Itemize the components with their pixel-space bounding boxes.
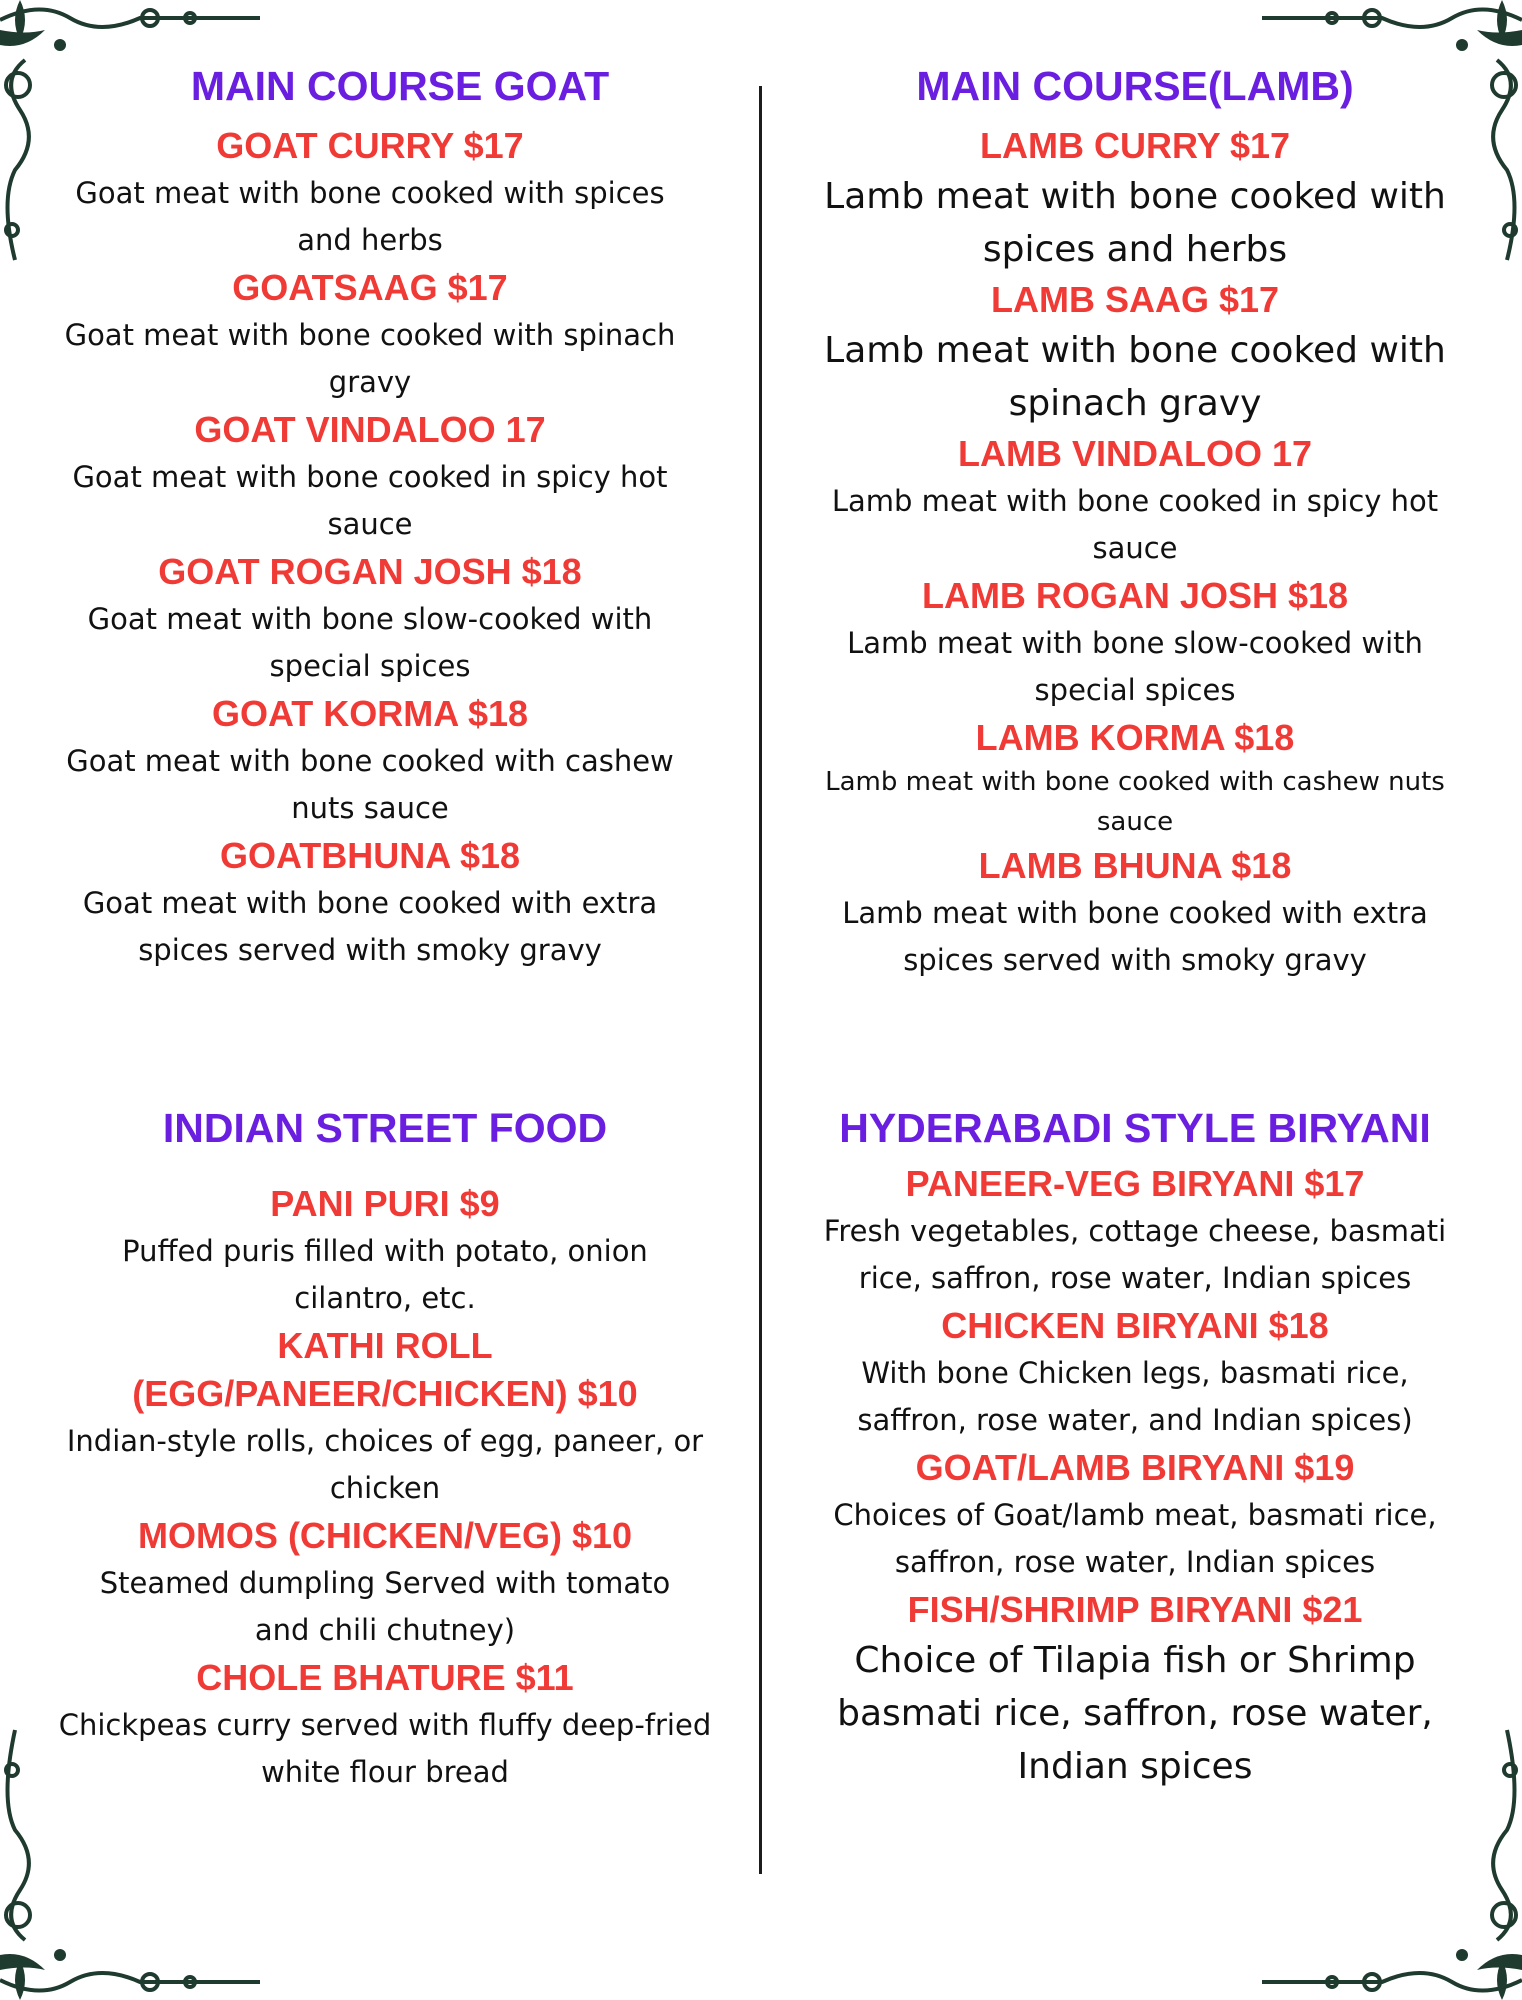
dish-description: Goat meat with bone cooked with extra spices served with smoky gravy xyxy=(82,886,658,967)
dish-name: KATHI ROLL (EGG/PANEER/CHICKEN) $10 xyxy=(132,1325,638,1414)
dish-name: GOAT CURRY $17 xyxy=(216,125,524,166)
dish-description: Fresh vegetables, cottage cheese, basmati rice, saffron, rose water, Indian spices xyxy=(823,1214,1447,1295)
section-indian-street-food xyxy=(50,1104,720,1796)
dish-description: Indian-style rolls, choices of egg, paneer, or chicken xyxy=(66,1424,704,1505)
dish-name: LAMB KORMA $18 xyxy=(975,717,1295,758)
menu-item xyxy=(790,122,1480,276)
menu-item xyxy=(790,1586,1480,1793)
menu-item xyxy=(50,1180,720,1322)
dish-name: GOAT/LAMB BIRYANI $19 xyxy=(915,1447,1355,1488)
dish-name: GOAT ROGAN JOSH $18 xyxy=(158,551,582,592)
dish-name: LAMB BHUNA $18 xyxy=(978,845,1292,886)
dish-description: Lamb meat with bone cooked in spicy hot sauce xyxy=(831,484,1439,565)
dish-name: GOATSAAG $17 xyxy=(232,267,508,308)
menu-item xyxy=(20,832,720,974)
section-main-course-lamb xyxy=(790,62,1480,984)
dish-description: Goat meat with bone cooked with spices and herbs xyxy=(75,176,665,257)
menu-item xyxy=(20,122,720,264)
dish-name: LAMB VINDALOO 17 xyxy=(957,433,1313,474)
dish-description: With bone Chicken legs, basmati rice, saffron, rose water, and Indian spices) xyxy=(857,1356,1413,1437)
section-title: MAIN COURSE(LAMB) xyxy=(916,63,1354,109)
dish-description: Lamb meat with bone cooked with extra spices served with smoky gravy xyxy=(842,896,1428,977)
dish-name: PANEER-VEG BIRYANI $17 xyxy=(905,1163,1365,1204)
section-title: HYDERABADI STYLE BIRYANI xyxy=(839,1105,1431,1151)
menu-item xyxy=(50,1322,720,1512)
dish-name: LAMB CURRY $17 xyxy=(979,125,1291,166)
dish-description: Lamb meat with bone cooked with cashew nuts sauce xyxy=(825,767,1445,837)
dish-name: CHOLE BHATURE $11 xyxy=(196,1657,574,1698)
menu-item xyxy=(790,1302,1480,1444)
menu-item xyxy=(790,276,1480,430)
dish-description: Lamb meat with bone slow-cooked with special spices xyxy=(847,626,1423,707)
dish-description: Steamed dumpling Served with tomato and chili chutney) xyxy=(99,1566,671,1647)
dish-name: GOATBHUNA $18 xyxy=(219,835,521,876)
dish-name: PANI PURI $9 xyxy=(270,1183,500,1224)
dish-description: Goat meat with bone cooked in spicy hot sauce xyxy=(72,460,668,541)
menu-item xyxy=(20,264,720,406)
dish-name: CHICKEN BIRYANI $18 xyxy=(941,1305,1329,1346)
dish-name: FISH/SHRIMP BIRYANI $21 xyxy=(907,1589,1363,1630)
menu-item xyxy=(790,430,1480,572)
menu-item xyxy=(790,714,1480,842)
menu-item xyxy=(790,1160,1480,1302)
menu-item xyxy=(50,1512,720,1654)
dish-description: Choices of Goat/lamb meat, basmati rice, saffron, rose water, Indian spices xyxy=(833,1498,1437,1579)
menu-item xyxy=(50,1654,720,1796)
menu-item xyxy=(20,548,720,690)
menu-item xyxy=(790,1444,1480,1586)
dish-description: Goat meat with bone cooked with cashew nuts sauce xyxy=(66,744,674,825)
section-main-course-goat xyxy=(20,62,720,974)
dish-description: Puffed puris filled with potato, onion cilantro, etc. xyxy=(122,1234,648,1315)
dish-name: MOMOS (CHICKEN/VEG) $10 xyxy=(137,1515,633,1556)
dish-name: GOAT KORMA $18 xyxy=(211,693,529,734)
dish-name: LAMB SAAG $17 xyxy=(990,279,1280,320)
dish-name: LAMB ROGAN JOSH $18 xyxy=(921,575,1349,616)
dish-description: Goat meat with bone cooked with spinach gravy xyxy=(64,318,676,399)
section-title: INDIAN STREET FOOD xyxy=(162,1105,608,1151)
dish-description: Lamb meat with bone cooked with spices and herbs xyxy=(824,176,1446,270)
column-divider xyxy=(759,86,762,1874)
section-hyderabadi-biryani xyxy=(790,1104,1480,1793)
menu-item xyxy=(790,572,1480,714)
dish-description: Choice of Tilapia fish or Shrimp basmati rice, saffron, rose water, Indian spices xyxy=(837,1640,1433,1787)
dish-description: Goat meat with bone slow-cooked with special spices xyxy=(87,602,653,683)
menu-item xyxy=(20,406,720,548)
dish-description: Lamb meat with bone cooked with spinach gravy xyxy=(824,330,1446,424)
menu-item xyxy=(20,690,720,832)
dish-description: Chickpeas curry served with fluffy deep-fried white flour bread xyxy=(58,1708,712,1789)
section-title: MAIN COURSE GOAT xyxy=(190,63,610,109)
menu-item xyxy=(790,842,1480,984)
dish-name: GOAT VINDALOO 17 xyxy=(194,409,546,450)
